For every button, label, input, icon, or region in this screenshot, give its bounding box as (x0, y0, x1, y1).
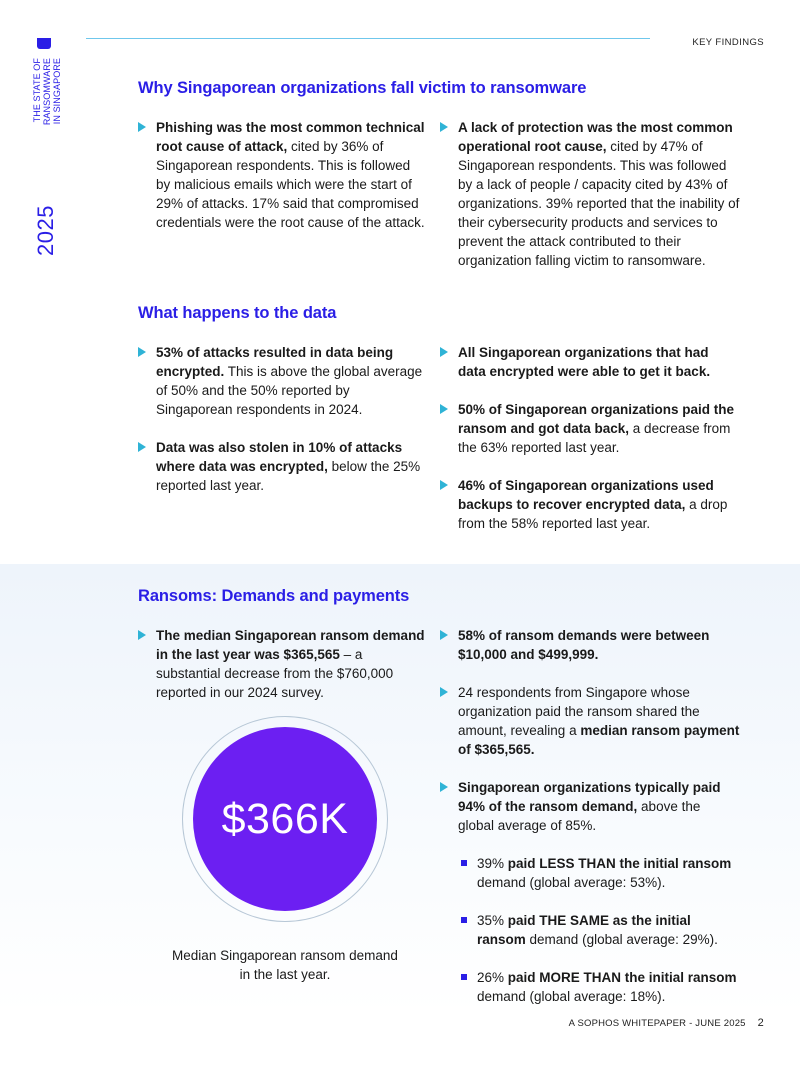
list-item: The median Singaporean ransom demand in the last year was $365,565 – a substantial decrease from the $760,000 reported in our 2024 survey. (138, 626, 428, 702)
stat-caption: Median Singaporean ransom demand in the last year. (172, 948, 398, 982)
list-item: 24 respondents from Singapore whose organization paid the ransom shared the amount, revealing a median ransom payment of $365,565. (440, 683, 740, 759)
page-number: 2 (757, 1017, 764, 1029)
data-right-column (440, 343, 740, 533)
victim-right-column (440, 118, 740, 270)
list-item: All Singaporean organizations that had data encrypted were able to get it back. (440, 343, 740, 381)
top-rule (86, 38, 650, 39)
section-label: KEY FINDINGS (692, 37, 764, 48)
stat-circle (193, 727, 377, 911)
list-item: Phishing was the most common technical root cause of attack, cited by 36% of Singaporean respondents. This is followed by malicious emails which were the start of 29% of attacks. 17% said that compromised credentials were the root cause of the attack. (138, 118, 428, 232)
victim-left-column (138, 118, 428, 232)
ransoms-right-column (440, 626, 740, 1006)
list-item: Singaporean organizations typically paid 94% of the ransom demand, above the global average of 85%. (440, 778, 740, 835)
sub-list-item: 35% paid THE SAME as the initial ransom demand (global average: 29%). (459, 911, 740, 949)
sub-list-item: 39% paid LESS THAN the initial ransom demand (global average: 53%). (459, 854, 740, 892)
data-left-column (138, 343, 428, 495)
median-ransom-stat: $366K (221, 794, 349, 843)
side-year: 2025 (33, 205, 58, 256)
side-title (32, 58, 62, 188)
list-item: 50% of Singaporean organizations paid the ransom and got data back, a decrease from the 63% reported last year. (440, 400, 740, 457)
side-tab-marker (37, 38, 51, 49)
list-item: A lack of protection was the most common operational root cause, cited by 47% of Singaporean respondents. This was followed by a lack of people / capacity cited by 43% of organizations. 39% reported that the inability of their cybersecurity products and services to prevent the attack contributed to their organization falling victim to ransomware. (440, 118, 740, 270)
footer-text: A SOPHOS WHITEPAPER - JUNE 2025 (568, 1018, 746, 1029)
list-item: 58% of ransom demands were between $10,000 and $499,999. (440, 626, 740, 664)
footer (569, 1017, 764, 1029)
list-item: 46% of Singaporean organizations used backups to recover encrypted data, a drop from the 58% reported last year. (440, 476, 740, 533)
heading-victim: Why Singaporean organizations fall victim to ransomware (138, 79, 587, 97)
ransoms-left-column (138, 626, 428, 702)
heading-ransoms: Ransoms: Demands and payments (138, 587, 410, 605)
sub-list-item: 26% paid MORE THAN the initial ransom demand (global average: 18%). (459, 968, 740, 1006)
heading-data: What happens to the data (138, 304, 337, 322)
list-item: Data was also stolen in 10% of attacks where data was encrypted, below the 25% reported last year. (138, 438, 428, 495)
list-item: 53% of attacks resulted in data being encrypted. This is above the global average of 50% and the 50% reported by Singaporean respondents in 2024. (138, 343, 428, 419)
side-title-line2: IN SINGAPORE (52, 58, 62, 125)
side-title-line1: THE STATE OF RANSOMWARE (32, 58, 52, 126)
